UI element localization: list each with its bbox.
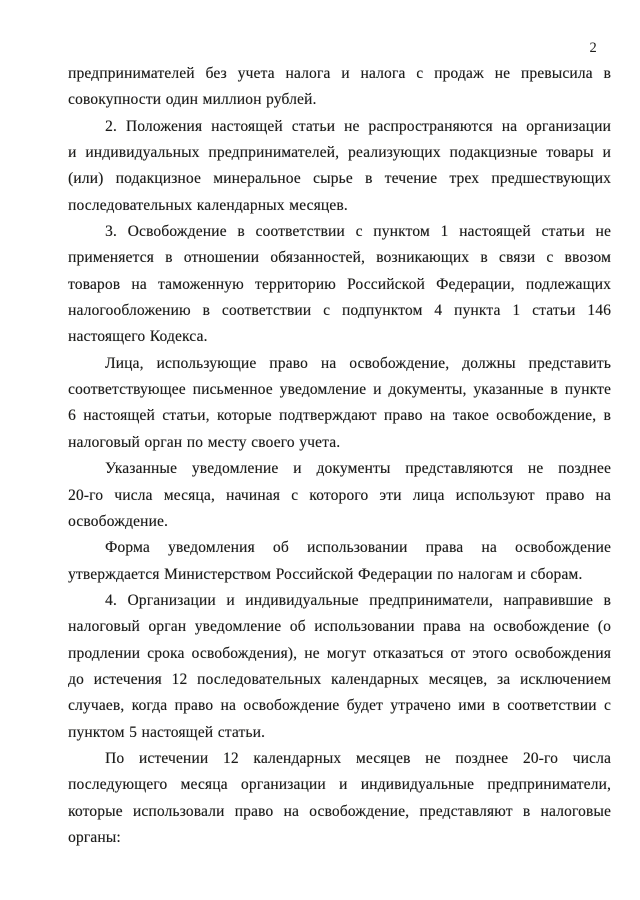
text-line: Форма уведомления об использовании права на освобождение xyxy=(105,539,611,557)
text-line: продлении срока освобождения), не могут отказаться от этого освобождения xyxy=(68,644,611,662)
text-line: которые использовали право на освобождение, представляют в налоговые xyxy=(68,802,611,820)
document-body xyxy=(68,61,611,851)
page-number: 2 xyxy=(589,40,597,56)
text-line: соответствующее письменное уведомление и документы, указанные в пункте xyxy=(68,381,611,399)
text-line: (или) подакцизное минеральное сырье в течение трех предшествующих xyxy=(68,170,611,188)
text-line: товаров на таможенную территорию Российской Федерации, подлежащих xyxy=(68,275,611,293)
text-line: совокупности один миллион рублей. xyxy=(68,91,317,109)
text-line: Лица, использующие право на освобождение, должны представить xyxy=(105,354,611,372)
text-line: последующего месяца организации и индивидуальные предприниматели, xyxy=(68,776,611,794)
text-line: и индивидуальных предпринимателей, реализующих подакцизные товары и xyxy=(68,144,611,162)
text-line: 6 настоящей статьи, которые подтверждают право на такое освобождение, в xyxy=(68,407,611,425)
text-line: пунктом 5 настоящей статьи. xyxy=(68,723,266,741)
paragraph xyxy=(68,61,611,114)
text-line: утверждается Министерством Российской Федерации по налогам и сборам. xyxy=(68,565,583,583)
text-line: налоговый орган уведомление об использовании права на освобождение (о xyxy=(68,618,611,636)
text-line: органы: xyxy=(68,828,121,846)
paragraph xyxy=(68,746,611,851)
text-line: 20-го числа месяца, начиная с которого эти лица используют право на xyxy=(68,486,611,504)
paragraph xyxy=(68,588,611,746)
text-line: 4. Организации и индивидуальные предприниматели, направившие в xyxy=(105,591,611,609)
text-line: налоговый орган по месту своего учета. xyxy=(68,433,341,451)
text-line: последовательных календарных месяцев. xyxy=(68,196,348,214)
text-line: настоящего Кодекса. xyxy=(68,328,208,346)
text-line: По истечении 12 календарных месяцев не позднее 20-го числа xyxy=(105,749,611,767)
text-line: применяется в отношении обязанностей, возникающих в связи с ввозом xyxy=(68,249,611,267)
paragraph xyxy=(68,219,611,351)
text-line: до истечения 12 последовательных календарных месяцев, за исключением xyxy=(68,670,611,688)
text-line: 2. Положения настоящей статьи не распространяются на организации xyxy=(105,117,611,135)
paragraph xyxy=(68,114,611,219)
text-line: 3. Освобождение в соответствии с пунктом 1 настоящей статьи не xyxy=(105,223,611,241)
text-line: налогообложению в соответствии с подпунктом 4 пункта 1 статьи 146 xyxy=(68,302,611,320)
text-line: предпринимателей без учета налога и налога с продаж не превысила в xyxy=(68,65,611,82)
text-line: случаев, когда право на освобождение будет утрачено ими в соответствии с xyxy=(68,697,611,715)
text-line: Указанные уведомление и документы представляются не позднее xyxy=(105,460,611,478)
paragraph xyxy=(68,351,611,456)
paragraph xyxy=(68,456,611,535)
paragraph xyxy=(68,535,611,588)
text-line: освобождение. xyxy=(68,512,168,530)
